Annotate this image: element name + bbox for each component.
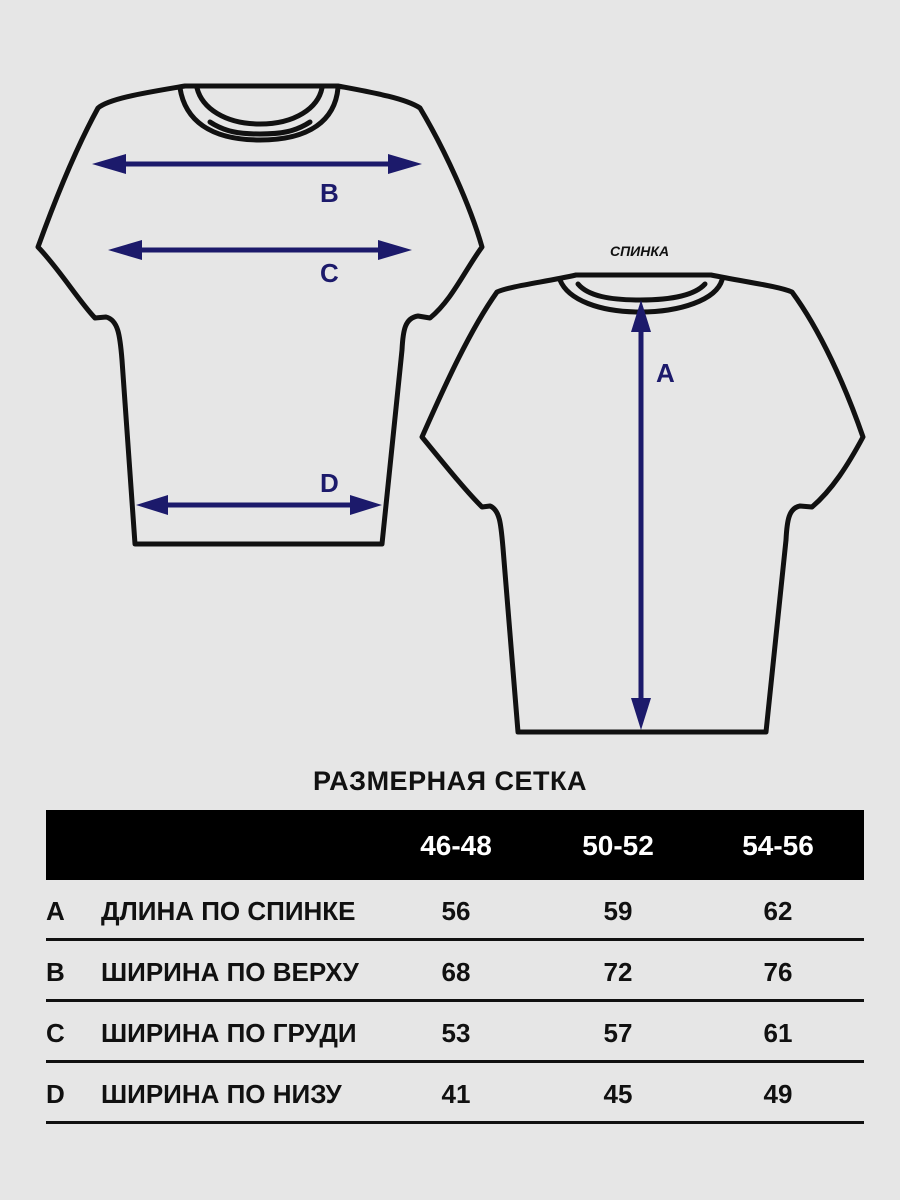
back-view	[422, 243, 863, 732]
row-name: ШИРИНА ПО ГРУДИ	[101, 1018, 357, 1048]
back-view-label: СПИНКА	[610, 243, 670, 259]
row-name: ШИРИНА ПО НИЗУ	[101, 1079, 342, 1109]
measure-d-label: D	[320, 468, 339, 498]
size-header-row	[46, 810, 864, 880]
row-value: 57	[603, 1018, 633, 1048]
table-row	[46, 1002, 864, 1063]
row-value: 45	[603, 1079, 633, 1109]
row-value: 62	[763, 896, 793, 926]
size-chart-table	[46, 810, 864, 1124]
size-header-1: 46-48	[420, 830, 492, 861]
row-value: 61	[763, 1018, 793, 1048]
row-letter: D	[46, 1079, 65, 1109]
row-name: ШИРИНА ПО ВЕРХУ	[101, 957, 359, 987]
measure-c-label: C	[320, 258, 339, 288]
row-value: 68	[441, 957, 471, 987]
row-value: 59	[603, 896, 633, 926]
row-letter: B	[46, 957, 65, 987]
table-row	[46, 1063, 864, 1124]
row-value: 72	[603, 957, 633, 987]
front-view	[38, 86, 482, 544]
row-letter: C	[46, 1018, 65, 1048]
row-value: 53	[441, 1018, 471, 1048]
row-name: ДЛИНА ПО СПИНКЕ	[101, 896, 356, 926]
table-row	[46, 880, 864, 941]
row-value: 76	[763, 957, 793, 987]
row-value: 41	[441, 1079, 471, 1109]
measure-a-label: A	[656, 358, 675, 388]
row-letter: A	[46, 896, 65, 926]
size-header-2: 50-52	[582, 830, 654, 861]
size-header-3: 54-56	[742, 830, 814, 861]
table-row	[46, 941, 864, 1002]
measure-b-label: B	[320, 178, 339, 208]
front-shirt-outline	[38, 86, 482, 544]
row-value: 56	[441, 896, 471, 926]
size-chart-title: РАЗМЕРНАЯ СЕТКА	[313, 766, 587, 796]
row-value: 49	[763, 1079, 793, 1109]
